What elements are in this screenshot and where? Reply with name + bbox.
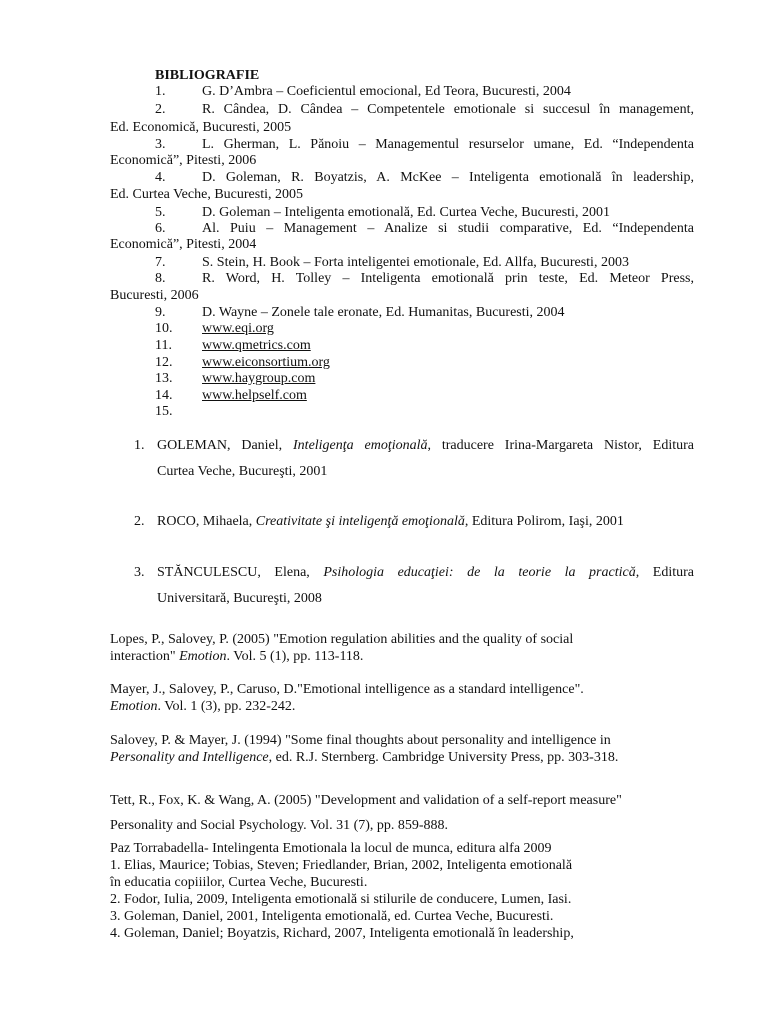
- list-item-text: L. Gherman, L. Pănoiu – Managementul resurselor umane, Ed. “Independenta: [202, 137, 694, 152]
- reference-line: 1. Elias, Maurice; Tobias, Steven; Friedlander, Brian, 2002, Inteligenta emotională: [110, 858, 573, 873]
- list-item-text: S. Stein, H. Book – Forta inteligentei emotionale, Ed. Allfa, Bucuresti, 2003: [202, 255, 629, 270]
- book-title: Personality and Intelligence: [110, 750, 269, 765]
- reference-text: interaction": [110, 649, 180, 664]
- list-item-text: Universitară, Bucureşti, 2008: [157, 591, 322, 606]
- list-item-text: [157, 438, 694, 454]
- link-eqi[interactable]: www.eqi.org: [202, 321, 274, 336]
- list-item-number: 3.: [134, 565, 145, 580]
- reference-line: în educatia copiiilor, Curtea Veche, Bucuresti.: [110, 875, 368, 890]
- book-title: Creativitate şi inteligenţă emoţională: [255, 514, 465, 529]
- list-item-number: 2.: [134, 514, 145, 529]
- list-item-text: [157, 565, 694, 581]
- reference-text: . Vol. 5 (1), pp. 113-118.: [226, 649, 364, 664]
- reference-line: Mayer, J., Salovey, P., Caruso, D."Emotional intelligence as a standard intelligence".: [110, 682, 584, 697]
- reference-line: 2. Fodor, Iulia, 2009, Inteligenta emotională si stilurile de conducere, Lumen, Iasi.: [110, 892, 572, 907]
- list-item-number: 14.: [155, 388, 173, 403]
- list-item-number: 9.: [155, 305, 166, 320]
- list-item-number: 12.: [155, 355, 173, 370]
- book-title: Inteligenţa emoţională: [293, 438, 428, 453]
- list-item-text: [157, 514, 624, 530]
- list-item-number: 4.: [155, 170, 166, 185]
- list-item-text: Bucuresti, 2006: [110, 288, 199, 303]
- publication-info: , Editura Polirom, Iaşi, 2001: [464, 514, 624, 529]
- list-item-text: Ed. Economică, Bucuresti, 2005: [110, 120, 292, 135]
- list-item-text: Economică”, Pitesti, 2004: [110, 237, 257, 252]
- list-item-text: Curtea Veche, Bucureşti, 2001: [157, 464, 328, 479]
- list-item-number: 3.: [155, 137, 166, 152]
- reference-line: [110, 699, 295, 715]
- list-item-text: G. D’Ambra – Coeficientul emocional, Ed Teora, Bucuresti, 2004: [202, 84, 571, 99]
- reference-text: . Vol. 1 (3), pp. 232-242.: [157, 699, 296, 714]
- link-helpself[interactable]: www.helpself.com: [202, 388, 307, 403]
- list-item-number: 5.: [155, 205, 166, 220]
- list-item-text: R. Word, H. Tolley – Inteligenta emotională prin teste, Ed. Meteor Press,: [202, 271, 694, 286]
- reference-line: [110, 750, 618, 766]
- author: STĂNCULESCU, Elena,: [157, 565, 324, 580]
- list-item-number: 6.: [155, 221, 166, 236]
- list-item-number: 1.: [155, 84, 166, 99]
- list-item-text: Al. Puiu – Management – Analize si studii comparative, Ed. “Independenta: [202, 221, 694, 236]
- reference-line: [110, 649, 363, 665]
- journal-title: Emotion: [110, 699, 158, 714]
- journal-title: Emotion: [179, 649, 227, 664]
- list-item-number: 1.: [134, 438, 145, 453]
- list-item-text: Economică”, Pitesti, 2006: [110, 153, 257, 168]
- author: ROCO, Mihaela,: [157, 514, 256, 529]
- list-item-text: R. Cândea, D. Cândea – Competentele emotionale si succesul în management,: [202, 102, 694, 117]
- reference-line: Salovey, P. & Mayer, J. (1994) "Some final thoughts about personality and intelligence in: [110, 733, 611, 748]
- list-item-number: 11.: [155, 338, 172, 353]
- link-qmetrics[interactable]: www.qmetrics.com: [202, 338, 311, 353]
- publication-info: , traducere Irina-Margareta Nistor, Editura: [427, 438, 694, 453]
- list-item-text: Ed. Curtea Veche, Bucuresti, 2005: [110, 187, 303, 202]
- list-item-number: 8.: [155, 271, 166, 286]
- list-item-number: 7.: [155, 255, 166, 270]
- list-item-number: 15.: [155, 404, 173, 419]
- list-item-number: 13.: [155, 371, 173, 386]
- reference-line: Paz Torrabadella- Intelingenta Emotionala la locul de munca, editura alfa 2009: [110, 841, 552, 856]
- book-title: Psihologia educaţiei: de la teorie la practică: [323, 565, 636, 580]
- link-eiconsortium[interactable]: www.eiconsortium.org: [202, 355, 330, 370]
- list-item-number: 10.: [155, 321, 173, 336]
- reference-line: Personality and Social Psychology. Vol. 31 (7), pp. 859-888.: [110, 818, 449, 833]
- list-item-text: D. Goleman – Inteligenta emotională, Ed. Curtea Veche, Bucuresti, 2001: [202, 205, 610, 220]
- publication-info: , Editura: [635, 565, 694, 580]
- page-title: BIBLIOGRAFIE: [155, 68, 260, 83]
- reference-line: 4. Goleman, Daniel; Boyatzis, Richard, 2007, Inteligenta emotională în leadership,: [110, 926, 574, 941]
- reference-line: Tett, R., Fox, K. & Wang, A. (2005) "Development and validation of a self-report measure": [110, 793, 622, 808]
- list-item-text: D. Wayne – Zonele tale eronate, Ed. Humanitas, Bucuresti, 2004: [202, 305, 565, 320]
- list-item-number: 2.: [155, 102, 166, 117]
- list-item-text: D. Goleman, R. Boyatzis, A. McKee – Inteligenta emotională în leadership,: [202, 170, 694, 185]
- link-haygroup[interactable]: www.haygroup.com: [202, 371, 316, 386]
- reference-line: Lopes, P., Salovey, P. (2005) "Emotion regulation abilities and the quality of social: [110, 632, 574, 647]
- reference-text: , ed. R.J. Sternberg. Cambridge University Press, pp. 303-318.: [268, 750, 619, 765]
- reference-line: 3. Goleman, Daniel, 2001, Inteligenta emotională, ed. Curtea Veche, Bucuresti.: [110, 909, 554, 924]
- author: GOLEMAN, Daniel,: [157, 438, 294, 453]
